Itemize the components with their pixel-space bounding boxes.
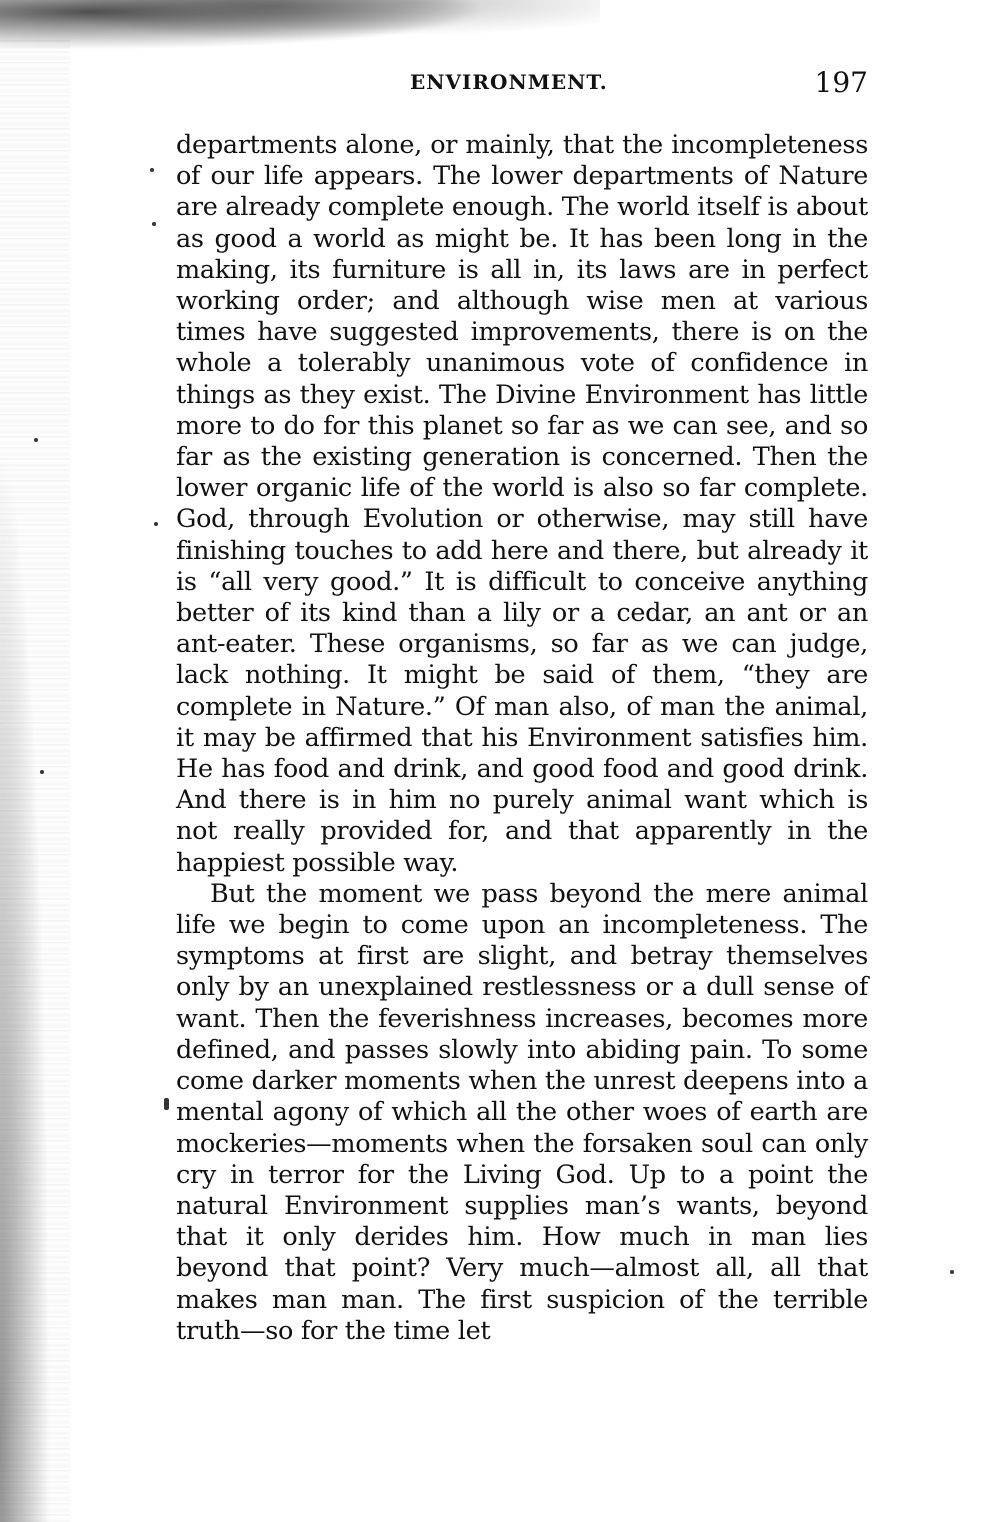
margin-speck xyxy=(150,168,154,172)
running-head: ENVIRONMENT. xyxy=(410,70,608,94)
margin-speck xyxy=(34,438,38,442)
body-text xyxy=(176,130,868,1347)
margin-speck xyxy=(154,522,158,526)
paragraph: departments alone, or mainly, that the incompleteness of our life appears. The lower departments of Nature are already complete enough. The world itself is about as good a world as might be. It has been long in the making, its furniture is all in, its laws are in perfect working order; and although wise men at various times have suggested improvements, there is on the whole a tolerably unanimous vote of confidence in things as they exist. The Divine Environment has little more to do for this planet so far as we can see, and so far as the existing generation is concerned. Then the lower organic life of the world is also so far complete. God, through Evolution or otherwise, may still have finishing touches to add here and there, but already it is “all very good.” It is difficult to conceive anything better of its kind than a lily or a cedar, an ant or an ant-eater. These organisms, so far as we can judge, lack nothing. It might be said of them, “they are complete in Nature.” Of man also, of man the animal, it may be affirmed that his Environment satisfies him. He has food and drink, and good food and good drink. And there is in him no purely animal want which is not really provided for, and that apparently in the happiest possible way. xyxy=(176,130,868,878)
paragraph: But the moment we pass beyond the mere animal life we begin to come upon an incompleteness. The symptoms at first are slight, and betray themselves only by an unexplained restlessness or a dull sense of want. Then the feverishness increases, becomes more defined, and passes slowly into abiding pain. To some come darker moments when the unrest deepens into a mental agony of which all the other woes of earth are mockeries—moments when the forsaken soul can only cry in terror for the Living God. Up to a point the natural Environment supplies man’s wants, beyond that it only derides him. How much in man lies beyond that point? Very much—almost all, all that makes man man. The first suspicion of the terrible truth—so for the time let xyxy=(176,878,868,1346)
margin-speck xyxy=(152,222,156,226)
scan-edge-shadow-left xyxy=(0,40,70,1522)
page-number: 197 xyxy=(814,66,868,99)
margin-mark xyxy=(164,1098,169,1110)
margin-speck xyxy=(950,1270,954,1274)
scan-edge-shadow-top xyxy=(0,0,600,60)
page-header xyxy=(410,66,870,102)
margin-speck xyxy=(40,770,44,774)
